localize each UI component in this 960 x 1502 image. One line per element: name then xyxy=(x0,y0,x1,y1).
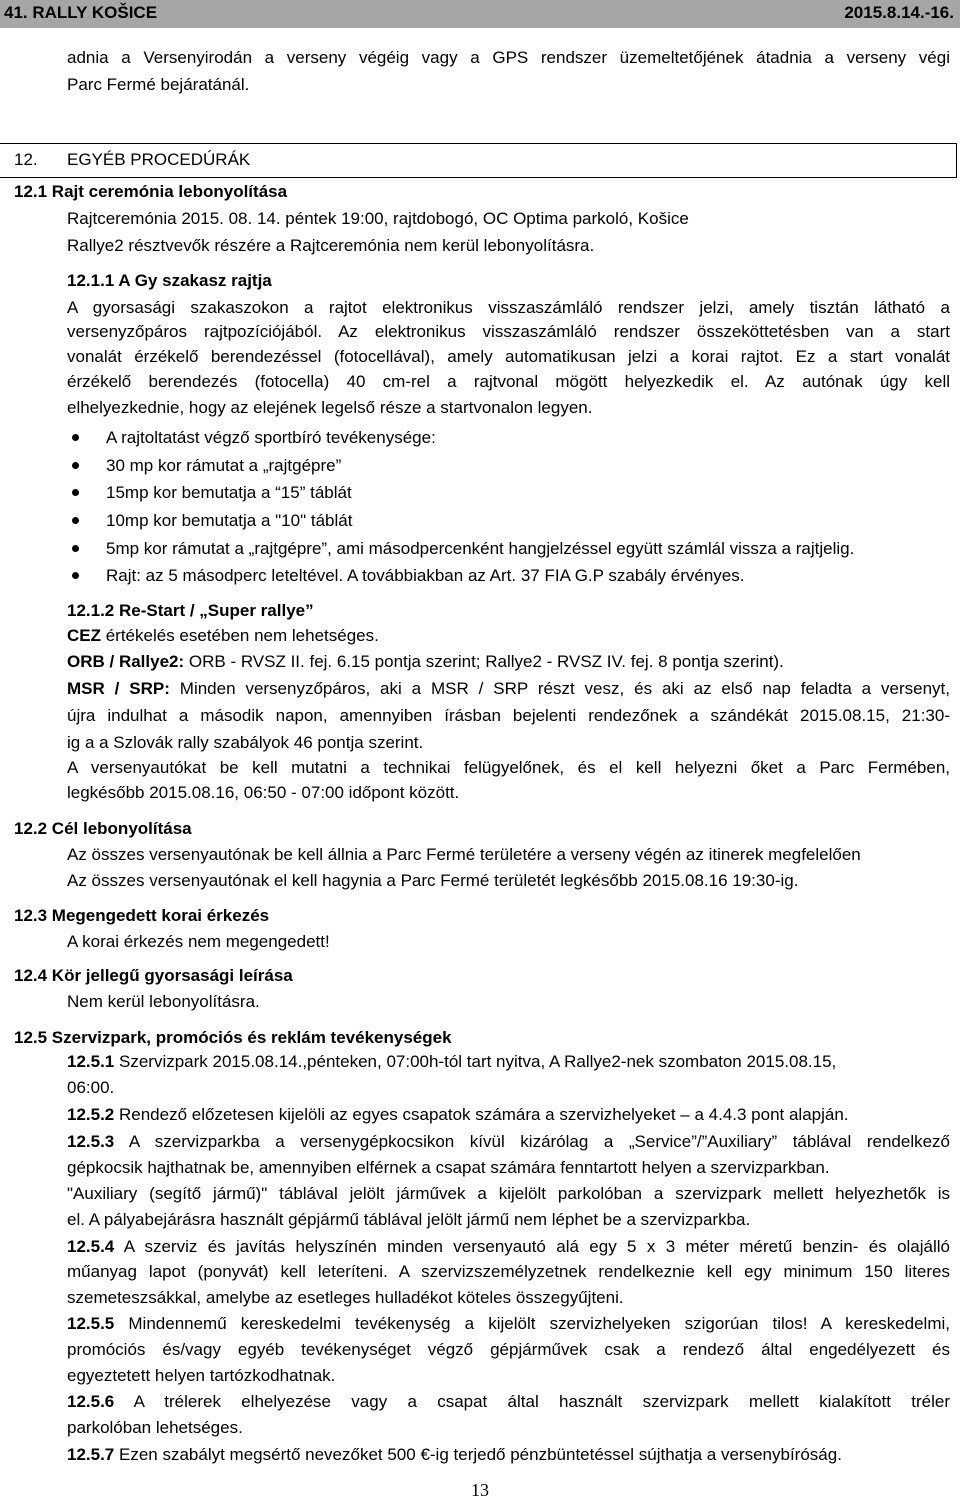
bullet-item: 10mp kor bemutatja a "10" táblát xyxy=(106,511,353,530)
p2-text: Rendező előzetesen kijelöli az egyes csapatok számára a szervizhelyeket – a 4.4.3 pont alapján. xyxy=(114,1105,849,1124)
p4-text: A szerviz és javítás helyszínén minden versenyautó alá egy 5 x 3 méter méretű benzin- és olajálló xyxy=(114,1237,950,1256)
p3-num: 12.5.3 xyxy=(67,1132,115,1151)
s125-p3-line-3: "Auxiliary (segítő jármű)" táblával jelölt járművek a kijelölt parkolóban a szervizpark mellett helyezhetők is xyxy=(67,1184,950,1203)
page-header xyxy=(0,0,960,28)
s1212-cez-line xyxy=(67,622,379,649)
s125-p6-line-2: parkolóban lehetséges. xyxy=(67,1418,243,1437)
s123-heading: 12.3 Megengedett korai érkezés xyxy=(14,906,270,925)
p6-num: 12.5.6 xyxy=(67,1392,115,1411)
p7-num: 12.5.7 xyxy=(67,1445,115,1464)
s1211-line-1: A gyorsasági szakaszokon a rajtot elektronikus visszaszámláló rendszer jelzi, amely tisztán látható a xyxy=(67,298,950,317)
bullet-dot xyxy=(72,572,79,579)
p2-num: 12.5.2 xyxy=(67,1105,115,1124)
s1211-line-3: vonalát érzékelő berendezéssel (fotocellával), amely automatikusan jelzi a korai rajtot. Ez a start vonalát xyxy=(67,347,950,366)
orb-label: ORB / Rallye2: xyxy=(67,652,185,671)
bullet-dot xyxy=(72,434,79,441)
s1211-line-5: elhelyezkednie, hogy az elejének legelső része a startvonalon legyen. xyxy=(67,398,593,417)
s122-heading: 12.2 Cél lebonyolítása xyxy=(14,819,192,838)
s125-p4-line-3: szemeteszsákkal, amelybe az esetleges hulladékot köteles összegyűjteni. xyxy=(67,1288,624,1307)
intro-line-1: adnia a Versenyirodán a verseny végéig vagy a GPS rendszer üzemeltetőjének átadnia a verseny végi xyxy=(67,48,950,67)
p1-num: 12.5.1 xyxy=(67,1052,115,1071)
header-title: 41. RALLY KOŠICE xyxy=(4,3,158,22)
s125-p2 xyxy=(67,1101,849,1128)
s121-heading: 12.1 Rajt ceremónia lebonyolítása xyxy=(14,182,288,201)
s125-p5-line-3: egyeztetett helyen tartózkodhatnak. xyxy=(67,1366,336,1385)
s1212-tech-line-1: A versenyautókat be kell mutatni a technikai felügyelőnek, és el kell helyezni őket a Parc Fermében, xyxy=(67,758,950,777)
bullet-dot xyxy=(72,517,79,524)
s1212-msr-line-2: újra indulhat a második napon, amennyiben írásban bejelenti rendezőnek a szándékát 2015.08.15, 21:30- xyxy=(67,706,950,725)
s125-p1-line-1 xyxy=(67,1048,836,1075)
s121-line-1: Rajtceremónia 2015. 08. 14. péntek 19:00, rajtdobogó, OC Optima parkoló, Košice xyxy=(67,209,689,228)
section-12-number: 12. xyxy=(14,150,38,169)
intro-line-2: Parc Fermé bejáratánál. xyxy=(67,75,250,94)
s125-p6-line-1 xyxy=(67,1388,950,1415)
s125-p3-line-1 xyxy=(67,1128,950,1155)
s125-p5-line-1 xyxy=(67,1310,950,1337)
s124-heading: 12.4 Kör jellegű gyorsasági leírása xyxy=(14,966,293,985)
s125-p1-line-2: 06:00. xyxy=(67,1078,115,1097)
s125-heading: 12.5 Szervizpark, promóciós és reklám tevékenységek xyxy=(14,1028,452,1047)
p7-text: Ezen szabályt megsértő nevezőket 500 €-ig terjedő pénzbüntetéssel sújthatja a versenybíróság. xyxy=(114,1445,842,1464)
p6-text: A trélerek elhelyezése vagy a csapat által használt szervizpark mellett kialakított tréler xyxy=(114,1392,950,1411)
bullet-item: 30 mp kor rámutat a „rajtgépre” xyxy=(106,456,342,475)
page-number: 13 xyxy=(471,1480,489,1500)
s125-p3-line-4: el. A pályabejárásra használt gépjármű táblával jelölt jármű nem léphet be a szervizparkba. xyxy=(67,1210,751,1229)
s125-p3-line-2: gépkocsik hajthatnak be, amennyiben elférnek a csapat számára fenntartott helyen a szervizparkban. xyxy=(67,1158,830,1177)
cez-label: CEZ xyxy=(67,626,101,645)
bullet-item: Rajt: az 5 másodperc leteltével. A továbbiakban az Art. 37 FIA G.P szabály érvényes. xyxy=(106,566,745,585)
p3-text: A szervizparkba a versenygépkocsikon kívül kizárólag a „Service”/”Auxiliary” táblával rendelkező xyxy=(114,1132,950,1151)
s1211-line-2: versenyzőpáros rajtpozíciójából. Az elektronikus visszaszámláló rendszer összeköttetésben van a start xyxy=(67,322,950,341)
bullet-item: 15mp kor bemutatja a “15” táblát xyxy=(106,483,352,502)
s125-p7 xyxy=(67,1441,842,1468)
s125-p5-line-2: promóciós és/vagy egyéb tevékenységet végző gépjárművek csak a rendező által engedélyezett és xyxy=(67,1340,950,1359)
s124-text: Nem kerül lebonyolításra. xyxy=(67,992,260,1011)
bullet-dot xyxy=(72,462,79,469)
bullet-item: 5mp kor rámutat a „rajtgépre”, ami másodpercenként hangjelzéssel együtt számlál vissza a rajtjelig. xyxy=(106,539,855,558)
p5-num: 12.5.5 xyxy=(67,1314,115,1333)
bullet-item: A rajtoltatást végző sportbíró tevékenysége: xyxy=(106,428,436,447)
bullet-dot xyxy=(72,489,79,496)
s1212-tech-line-2: legkésőbb 2015.08.16, 06:50 - 07:00 időpont között. xyxy=(67,783,460,802)
s122-line-1: Az összes versenyautónak be kell állnia a Parc Fermé területére a verseny végén az itinerek megfelelően xyxy=(67,845,861,864)
header-date: 2015.8.14.-16. xyxy=(844,3,954,22)
cez-text: értékelés esetében nem lehetséges. xyxy=(101,626,379,645)
s1211-heading: 12.1.1 A Gy szakasz rajtja xyxy=(67,271,272,290)
s125-p4-line-2: műanyag lapot (ponyvát) kell leteríteni. A szervizszemélyzetnek rendelkeznie kell egy minimum 150 literes xyxy=(67,1262,950,1281)
s122-line-2: Az összes versenyautónak el kell hagynia a Parc Fermé területét legkésőbb 2015.08.16 19:30-ig. xyxy=(67,871,799,890)
p5-text: Mindennemű kereskedelmi tevékenység a kijelölt szervizhelyeken szigorúan tilos! A kereskedelmi, xyxy=(114,1314,950,1333)
p1-text: Szervizpark 2015.08.14.,pénteken, 07:00h-tól tart nyitva, A Rallye2-nek szombaton 2015.08.15, xyxy=(114,1052,837,1071)
s123-text: A korai érkezés nem megengedett! xyxy=(67,932,330,951)
s121-line-2: Rallye2 résztvevők részére a Rajtceremónia nem kerül lebonyolításra. xyxy=(67,236,595,255)
s1212-heading: 12.1.2 Re-Start / „Super rallye” xyxy=(67,601,314,620)
s1212-orb-line xyxy=(67,648,784,675)
msr-text: Minden versenyzőpáros, aki a MSR / SRP részt vesz, és aki az első nap feladta a versenyt, xyxy=(169,679,950,698)
s1212-msr-line-1 xyxy=(67,675,950,702)
section-12-title: EGYÉB PROCEDÚRÁK xyxy=(67,150,251,169)
bullet-dot xyxy=(72,545,79,552)
orb-text: ORB - RVSZ II. fej. 6.15 pontja szerint; Rallye2 - RVSZ IV. fej. 8 pontja szerint). xyxy=(184,652,784,671)
s125-p4-line-1 xyxy=(67,1233,950,1260)
msr-label: MSR / SRP: xyxy=(67,679,170,698)
p4-num: 12.5.4 xyxy=(67,1237,115,1256)
s1211-line-4: érzékelő berendezés (fotocella) 40 cm-rel a rajtvonal mögött helyezkedik el. Az autónak úgy kell xyxy=(67,372,950,391)
s1212-msr-line-3: ig a a Szlovák rally szabályok 46 pontja szerint. xyxy=(67,733,424,752)
